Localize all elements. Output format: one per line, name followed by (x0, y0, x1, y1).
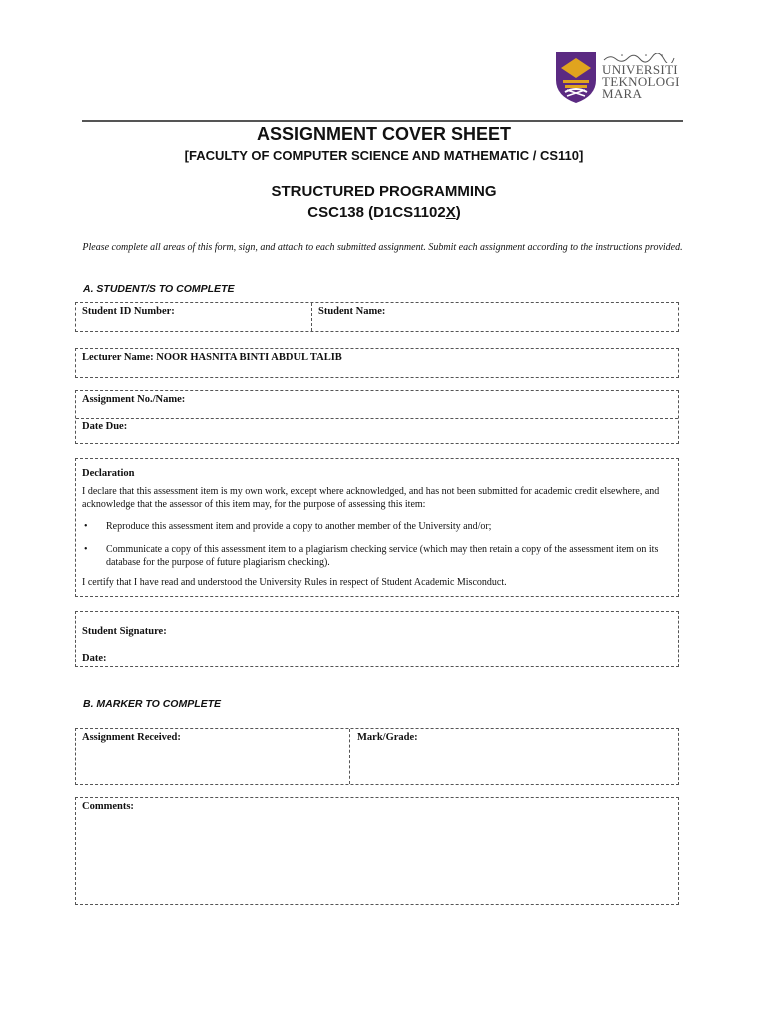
comments-label: Comments: (82, 801, 134, 812)
course-code-suffix: ) (455, 204, 461, 221)
assignment-box-divider (76, 418, 678, 419)
student-box-divider (311, 303, 312, 331)
signature-box (75, 611, 679, 667)
lecturer-field (82, 352, 342, 363)
logo-line-3: MARA (602, 86, 643, 101)
section-a-heading: A. STUDENT/S TO COMPLETE (83, 283, 235, 295)
bullet-1: Reproduce this assessment item and provide a copy to another member of the University and/or; (106, 521, 492, 532)
lecturer-label: Lecturer Name: (82, 352, 154, 363)
section-b-heading: B. MARKER TO COMPLETE (83, 698, 222, 710)
assignment-box (75, 390, 679, 444)
declaration-title: Declaration (82, 468, 135, 479)
logo-text (602, 64, 680, 100)
course-code (0, 204, 768, 221)
assignment-label[interactable]: Assignment No./Name: (82, 394, 186, 405)
date-label[interactable]: Date: (82, 653, 107, 664)
course-code-x: X (445, 204, 456, 221)
bullet-1-marker: • (84, 521, 88, 532)
lecturer-box (75, 348, 679, 378)
certify-text: I certify that I have read and understood the University Rules in respect of Student Academic Misconduct. (82, 577, 507, 588)
signature-label[interactable]: Student Signature: (82, 626, 167, 637)
bullet-2: Communicate a copy of this assessment item to a plagiarism checking service (which may then retain a copy of the assessment item on its database for the purpose of future plagiarism checking). (106, 544, 659, 568)
grade-label[interactable]: Mark/Grade: (357, 732, 418, 743)
received-label[interactable]: Assignment Received: (82, 732, 181, 743)
instructions: Please complete all areas of this form, sign, and attach to each submitted assignment. Submit each assignment according to the instructions provided. (82, 242, 683, 253)
student-id-label[interactable]: Student ID Number: (82, 306, 175, 317)
marker-box (75, 728, 679, 785)
course-name: STRUCTURED PROGRAMMING (271, 183, 497, 200)
declaration-text: I declare that this assessment item is my own work, except where acknowledged, and has not been submitted for academic credit elsewhere, and acknowledge that the assessor of this item may, for the purpose of assessing this item: (82, 486, 660, 510)
uitm-crest-icon (553, 50, 599, 104)
declaration-box (75, 458, 679, 597)
page-title: ASSIGNMENT COVER SHEET (256, 124, 512, 144)
comments-box[interactable] (75, 797, 679, 905)
logo-line-1: UNIVERSITI (602, 62, 678, 77)
jawi-script (602, 50, 676, 60)
lecturer-value: NOOR HASNITA BINTI ABDUL TALIB (156, 352, 342, 363)
logo-line-2: TEKNOLOGI (602, 74, 680, 89)
header-rule (82, 120, 683, 122)
student-name-label[interactable]: Student Name: (318, 306, 386, 317)
student-id-box (75, 302, 679, 332)
course-code-prefix: CSC138 (D1CS1102 (307, 204, 446, 221)
date-due-label[interactable]: Date Due: (82, 421, 128, 432)
bullet-2-marker: • (84, 544, 88, 555)
marker-box-divider (349, 729, 350, 784)
page-subtitle: [FACULTY OF COMPUTER SCIENCE AND MATHEMATIC / CS110] (184, 148, 584, 163)
